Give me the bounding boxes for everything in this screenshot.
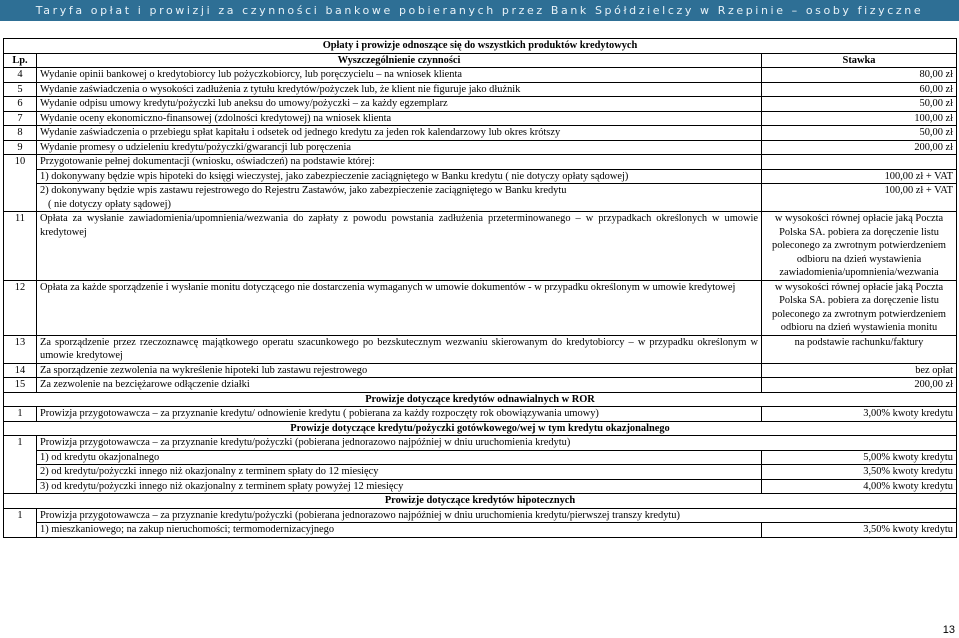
table-row	[4, 68, 957, 83]
table-subrow	[4, 465, 957, 480]
subrow-desc: 1) dokonywany będzie wpis hipoteki do księgi wieczystej, jako zabezpieczenie zaciągniętego w Banku kredytu ( nie dotyczy opłaty sądowej)	[37, 169, 762, 184]
row-lp: 1	[4, 508, 37, 537]
row-desc: Wydanie odpisu umowy kredytu/pożyczki lub aneksu do umowy/pożyczki – za każdy egzemplarz	[37, 97, 762, 112]
row-desc: Wydanie zaświadczenia o wysokości zadłużenia z tytułu kredytów/pożyczek lub, że klient nie figuruje jako dłużnik	[37, 82, 762, 97]
table-row	[4, 280, 957, 335]
row-lp: 5	[4, 82, 37, 97]
table-row	[4, 436, 957, 451]
row-lp: 1	[4, 407, 37, 422]
row-rate	[762, 155, 957, 170]
row-rate: bez opłat	[762, 363, 957, 378]
row-rate: 3,00% kwoty kredytu	[762, 407, 957, 422]
row-lp: 9	[4, 140, 37, 155]
page-number: 13	[942, 624, 955, 636]
row-desc: Wydanie zaświadczenia o przebiegu spłat kapitału i odsetek od jednego kredytu za jeden rok kalendarzowy lub okres krótszy	[37, 126, 762, 141]
row-desc: Wydanie promesy o udzieleniu kredytu/pożyczki/gwarancji lub poręczenia	[37, 140, 762, 155]
subrow-desc: 2) od kredytu/pożyczki innego niż okazjonalny z terminem spłaty do 12 miesięcy	[37, 465, 762, 480]
table-row	[4, 126, 957, 141]
row-desc: Za sporządzenie przez rzeczoznawcę majątkowego operatu szacunkowego po bezskutecznym wezwaniu skierowanym do kredytobiorcy – w przypadku określonym w umowie kredytowej	[37, 335, 762, 363]
row-lp: 4	[4, 68, 37, 83]
table-subrow	[4, 184, 957, 212]
subrow-rate: 3,50% kwoty kredytu	[762, 523, 957, 538]
table-row	[4, 378, 957, 393]
col-rate-header: Stawka	[762, 53, 957, 68]
section-header-row	[4, 421, 957, 436]
row-rate: 50,00 zł	[762, 97, 957, 112]
subrow-rate: 100,00 zł + VAT	[762, 184, 957, 212]
row-rate: na podstawie rachunku/faktury	[762, 335, 957, 363]
page-banner: Taryfa opłat i prowizji za czynności bankowe pobieranych przez Bank Spółdzielczy w Rzepinie – osoby fizyczne	[0, 0, 959, 21]
row-desc: Za sporządzenie zezwolenia na wykreślenie hipoteki lub zastawu rejestrowego	[37, 363, 762, 378]
row-lp: 15	[4, 378, 37, 393]
table-subrow	[4, 479, 957, 494]
row-desc: Opłata za każde sporządzenie i wysłanie monitu dotyczącego nie dostarczenia wymaganych w umowie dokumentów - w przypadku określonym w umowie kredytowej	[37, 280, 762, 335]
row-rate: 60,00 zł	[762, 82, 957, 97]
row-desc: Wydanie oceny ekonomiczno-finansowej (zdolności kredytowej) na wniosek klienta	[37, 111, 762, 126]
section-title-general: Opłaty i prowizje odnoszące się do wszystkich produktów kredytowych	[4, 39, 957, 54]
row-rate: w wysokości równej opłacie jaką Poczta Polska SA. pobiera za doręczenie listu poleconego za zwrotnym potwierdzeniem odbioru na dzień wystawienia monitu	[762, 280, 957, 335]
row-desc: Prowizja przygotowawcza – za przyznanie kredytu/pożyczki (pobierana jednorazowo najpóźniej w dniu uruchomienia kredytu)	[37, 436, 957, 451]
col-lp-header: Lp.	[4, 53, 37, 68]
subrow-rate: 5,00% kwoty kredytu	[762, 450, 957, 465]
table-subrow	[4, 523, 957, 538]
table-subrow	[4, 450, 957, 465]
subrow-desc-line1: 2) dokonywany będzie wpis zastawu rejestrowego do Rejestru Zastawów, jako zabezpieczenie zaciągniętego w Banku kredytu	[40, 185, 567, 196]
subrow-desc: 1) od kredytu okazjonalnego	[37, 450, 762, 465]
section-header-row	[4, 494, 957, 509]
row-rate: w wysokości równej opłacie jaką Poczta Polska SA. pobiera za doręczenie listu poleconego za zwrotnym potwierdzeniem odbioru na dzień wystawienia zawiadomienia/upomnienia/wezwania	[762, 212, 957, 281]
table-row	[4, 508, 957, 523]
row-desc: Prowizja przygotowawcza – za przyznanie kredytu/pożyczki (pobierana jednorazowo najpóźniej w dniu uruchomienia kredytu/pierwszej transzy kredytu)	[37, 508, 957, 523]
section-title-cash-loan: Prowizje dotyczące kredytu/pożyczki gotówkowego/wej w tym kredytu okazjonalnego	[4, 421, 957, 436]
row-lp: 11	[4, 212, 37, 281]
table-subrow	[4, 169, 957, 184]
table-row	[4, 97, 957, 112]
subrow-desc: 1) mieszkaniowego; na zakup nieruchomości; termomodernizacyjnego	[37, 523, 762, 538]
subrow-rate: 4,00% kwoty kredytu	[762, 479, 957, 494]
row-desc: Przygotowanie pełnej dokumentacji (wniosku, oświadczeń) na podstawie której:	[37, 155, 762, 170]
row-lp: 13	[4, 335, 37, 363]
row-rate: 200,00 zł	[762, 140, 957, 155]
row-rate: 200,00 zł	[762, 378, 957, 393]
table-row	[4, 111, 957, 126]
table-row	[4, 155, 957, 170]
row-desc: Prowizja przygotowawcza – za przyznanie kredytu/ odnowienie kredytu ( pobierana za każdy rozpoczęty rok obowiązywania umowy)	[37, 407, 762, 422]
table-row	[4, 82, 957, 97]
section-title-mortgage: Prowizje dotyczące kredytów hipotecznych	[4, 494, 957, 509]
row-lp: 1	[4, 436, 37, 494]
row-desc: Za zezwolenie na bezciężarowe odłączenie działki	[37, 378, 762, 393]
row-rate: 100,00 zł	[762, 111, 957, 126]
fees-table	[3, 38, 957, 538]
subrow-rate: 100,00 zł + VAT	[762, 169, 957, 184]
row-lp: 6	[4, 97, 37, 112]
section-header-row	[4, 392, 957, 407]
row-lp: 7	[4, 111, 37, 126]
subrow-desc	[37, 184, 762, 212]
subrow-desc-line2: ( nie dotyczy opłaty sądowej)	[48, 198, 171, 210]
column-header-row	[4, 53, 957, 68]
row-desc: Wydanie opinii bankowej o kredytobiorcy lub pożyczkobiorcy, lub poręczycielu – na wniosek klienta	[37, 68, 762, 83]
subrow-rate: 3,50% kwoty kredytu	[762, 465, 957, 480]
subrow-desc: 3) od kredytu/pożyczki innego niż okazjonalny z terminem spłaty powyżej 12 miesięcy	[37, 479, 762, 494]
row-lp: 10	[4, 155, 37, 212]
row-lp: 14	[4, 363, 37, 378]
table-row	[4, 363, 957, 378]
col-desc-header: Wyszczególnienie czynności	[37, 53, 762, 68]
row-desc: Opłata za wysłanie zawiadomienia/upomnienia/wezwania do zapłaty z powodu powstania zadłużenia przeterminowanego – w przypadkach określonych w umowie kredytowej	[37, 212, 762, 281]
section-title-ror: Prowizje dotyczące kredytów odnawialnych w ROR	[4, 392, 957, 407]
row-lp: 8	[4, 126, 37, 141]
table-row	[4, 407, 957, 422]
row-rate: 50,00 zł	[762, 126, 957, 141]
section-header-row	[4, 39, 957, 54]
table-row	[4, 212, 957, 281]
table-row	[4, 335, 957, 363]
row-rate: 80,00 zł	[762, 68, 957, 83]
row-lp: 12	[4, 280, 37, 335]
table-row	[4, 140, 957, 155]
